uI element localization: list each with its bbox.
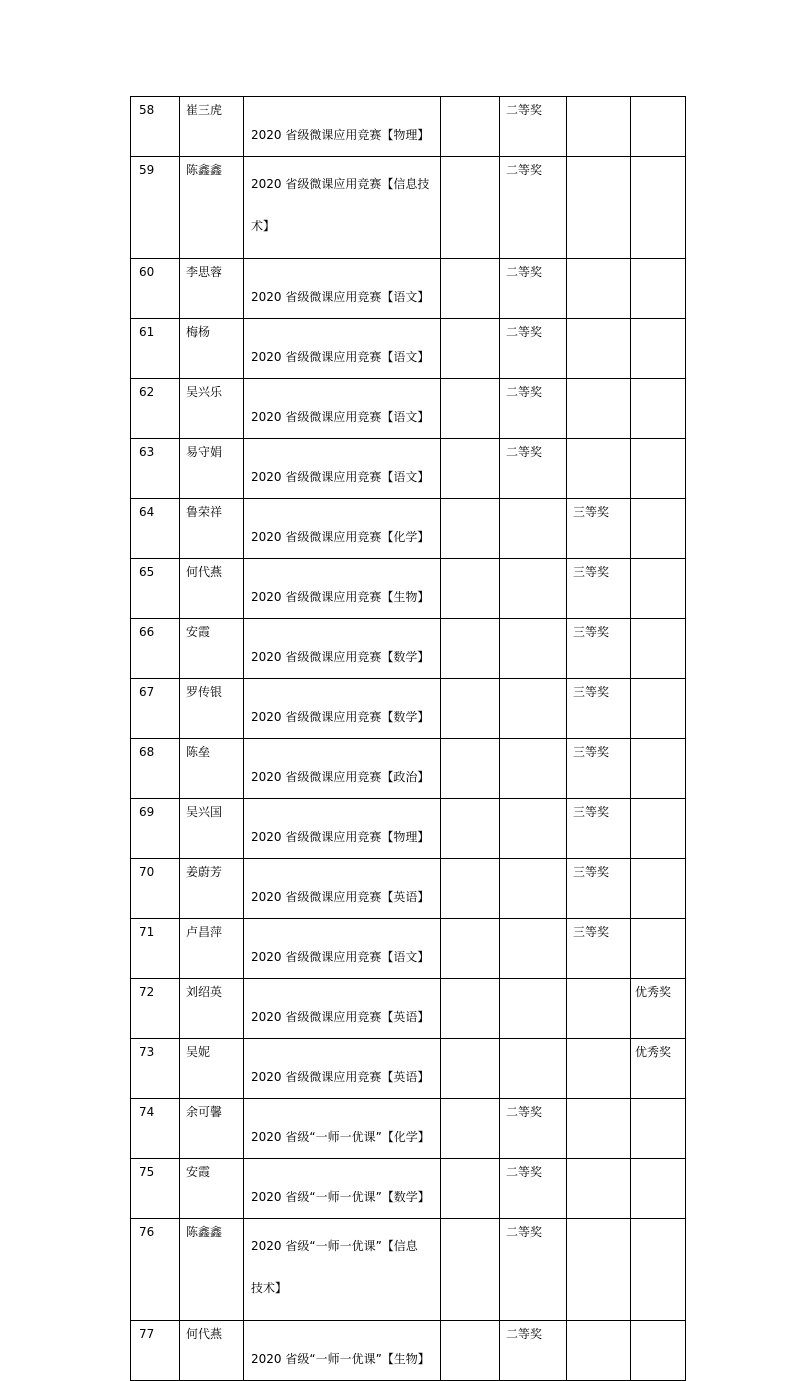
- third-prize-cell: [567, 1039, 631, 1099]
- table-row: [131, 1219, 686, 1321]
- competition-name-line: 2020 省级微课应用竞赛【信息技: [251, 177, 430, 191]
- row-number: 64: [131, 499, 180, 559]
- row-number: 73: [131, 1039, 180, 1099]
- third-prize-cell: 三等奖: [567, 679, 631, 739]
- excellent-prize-cell: [631, 379, 686, 439]
- third-prize-cell: 三等奖: [567, 739, 631, 799]
- third-prize-cell: [567, 1321, 631, 1381]
- row-number: 62: [131, 379, 180, 439]
- excellent-prize-cell: [631, 679, 686, 739]
- awards-table: [130, 96, 686, 1381]
- competition-name: 2020 省级微课应用竞赛【英语】: [244, 1039, 441, 1099]
- second-prize-cell: 二等奖: [500, 157, 567, 259]
- person-name: 吴妮: [180, 1039, 244, 1099]
- third-prize-cell: [567, 259, 631, 319]
- excellent-prize-cell: [631, 1321, 686, 1381]
- third-prize-cell: 三等奖: [567, 619, 631, 679]
- empty-cell: [441, 979, 500, 1039]
- row-number: 71: [131, 919, 180, 979]
- competition-name: 2020 省级微课应用竞赛【语文】: [244, 439, 441, 499]
- row-number: 61: [131, 319, 180, 379]
- table-row: [131, 619, 686, 679]
- table-row: [131, 1159, 686, 1219]
- empty-cell: [441, 319, 500, 379]
- excellent-prize-cell: [631, 799, 686, 859]
- table-row: [131, 259, 686, 319]
- row-number: 58: [131, 97, 180, 157]
- second-prize-cell: 二等奖: [500, 1321, 567, 1381]
- excellent-prize-cell: [631, 919, 686, 979]
- empty-cell: [441, 1159, 500, 1219]
- table-row: [131, 679, 686, 739]
- competition-name-line: 2020 省级“一师一优课”【信息: [251, 1239, 418, 1253]
- second-prize-cell: 二等奖: [500, 1219, 567, 1321]
- empty-cell: [441, 739, 500, 799]
- second-prize-cell: 二等奖: [500, 1159, 567, 1219]
- competition-name: 2020 省级微课应用竞赛【语文】: [244, 259, 441, 319]
- person-name: 陈鑫鑫: [180, 1219, 244, 1321]
- person-name: 陈鑫鑫: [180, 157, 244, 259]
- excellent-prize-cell: [631, 559, 686, 619]
- excellent-prize-cell: 优秀奖: [631, 1039, 686, 1099]
- row-number: 70: [131, 859, 180, 919]
- competition-name: 2020 省级微课应用竞赛【英语】: [244, 979, 441, 1039]
- empty-cell: [441, 259, 500, 319]
- person-name: 余可馨: [180, 1099, 244, 1159]
- second-prize-cell: 二等奖: [500, 439, 567, 499]
- second-prize-cell: 二等奖: [500, 379, 567, 439]
- third-prize-cell: [567, 97, 631, 157]
- row-number: 69: [131, 799, 180, 859]
- row-number: 74: [131, 1099, 180, 1159]
- person-name: 何代燕: [180, 1321, 244, 1381]
- second-prize-cell: 二等奖: [500, 259, 567, 319]
- table-row: [131, 319, 686, 379]
- third-prize-cell: 三等奖: [567, 799, 631, 859]
- competition-name-line: 技术】: [251, 1281, 288, 1295]
- third-prize-cell: 三等奖: [567, 559, 631, 619]
- second-prize-cell: [500, 919, 567, 979]
- second-prize-cell: [500, 859, 567, 919]
- person-name: 易守娟: [180, 439, 244, 499]
- second-prize-cell: [500, 979, 567, 1039]
- excellent-prize-cell: [631, 1099, 686, 1159]
- empty-cell: [441, 379, 500, 439]
- competition-name: 2020 省级“一师一优课”【数学】: [244, 1159, 441, 1219]
- excellent-prize-cell: [631, 859, 686, 919]
- table-row: [131, 439, 686, 499]
- empty-cell: [441, 97, 500, 157]
- competition-name: 2020 省级微课应用竞赛【英语】: [244, 859, 441, 919]
- row-number: 72: [131, 979, 180, 1039]
- competition-name: 2020 省级微课应用竞赛【化学】: [244, 499, 441, 559]
- row-number: 63: [131, 439, 180, 499]
- excellent-prize-cell: [631, 619, 686, 679]
- person-name: 李思蓉: [180, 259, 244, 319]
- second-prize-cell: 二等奖: [500, 319, 567, 379]
- person-name: 安霞: [180, 619, 244, 679]
- competition-name: 2020 省级“一师一优课”【生物】: [244, 1321, 441, 1381]
- empty-cell: [441, 799, 500, 859]
- table-row: [131, 799, 686, 859]
- row-number: 67: [131, 679, 180, 739]
- excellent-prize-cell: [631, 1219, 686, 1321]
- table-row: [131, 859, 686, 919]
- empty-cell: [441, 157, 500, 259]
- empty-cell: [441, 679, 500, 739]
- second-prize-cell: [500, 619, 567, 679]
- awards-table-body: [131, 97, 686, 1381]
- person-name: 刘绍英: [180, 979, 244, 1039]
- third-prize-cell: [567, 379, 631, 439]
- second-prize-cell: [500, 799, 567, 859]
- table-row: [131, 499, 686, 559]
- person-name: 吴兴国: [180, 799, 244, 859]
- third-prize-cell: [567, 979, 631, 1039]
- row-number: 60: [131, 259, 180, 319]
- competition-name: 2020 省级微课应用竞赛【物理】: [244, 97, 441, 157]
- third-prize-cell: 三等奖: [567, 919, 631, 979]
- empty-cell: [441, 1219, 500, 1321]
- person-name: 罗传银: [180, 679, 244, 739]
- empty-cell: [441, 1099, 500, 1159]
- second-prize-cell: [500, 499, 567, 559]
- person-name: 安霞: [180, 1159, 244, 1219]
- second-prize-cell: 二等奖: [500, 1099, 567, 1159]
- competition-name: 2020 省级微课应用竞赛【数学】: [244, 619, 441, 679]
- competition-name: 2020 省级“一师一优课”【化学】: [244, 1099, 441, 1159]
- excellent-prize-cell: [631, 97, 686, 157]
- third-prize-cell: [567, 1159, 631, 1219]
- empty-cell: [441, 1039, 500, 1099]
- person-name: 何代燕: [180, 559, 244, 619]
- empty-cell: [441, 859, 500, 919]
- third-prize-cell: [567, 319, 631, 379]
- table-row: [131, 559, 686, 619]
- third-prize-cell: [567, 1099, 631, 1159]
- excellent-prize-cell: 优秀奖: [631, 979, 686, 1039]
- competition-name: [244, 157, 441, 259]
- person-name: 姜蔚芳: [180, 859, 244, 919]
- table-row: [131, 739, 686, 799]
- row-number: 65: [131, 559, 180, 619]
- person-name: 崔三虎: [180, 97, 244, 157]
- second-prize-cell: [500, 559, 567, 619]
- row-number: 77: [131, 1321, 180, 1381]
- person-name: 鲁荣祥: [180, 499, 244, 559]
- person-name: 卢昌萍: [180, 919, 244, 979]
- row-number: 75: [131, 1159, 180, 1219]
- empty-cell: [441, 439, 500, 499]
- row-number: 59: [131, 157, 180, 259]
- third-prize-cell: 三等奖: [567, 499, 631, 559]
- table-row: [131, 1321, 686, 1381]
- table-row: [131, 1039, 686, 1099]
- third-prize-cell: [567, 439, 631, 499]
- empty-cell: [441, 619, 500, 679]
- empty-cell: [441, 499, 500, 559]
- excellent-prize-cell: [631, 1159, 686, 1219]
- person-name: 陈垒: [180, 739, 244, 799]
- excellent-prize-cell: [631, 499, 686, 559]
- competition-name-line: 术】: [251, 219, 276, 233]
- excellent-prize-cell: [631, 319, 686, 379]
- row-number: 66: [131, 619, 180, 679]
- row-number: 76: [131, 1219, 180, 1321]
- person-name: 梅杨: [180, 319, 244, 379]
- table-row: [131, 1099, 686, 1159]
- competition-name: 2020 省级微课应用竞赛【政治】: [244, 739, 441, 799]
- competition-name: 2020 省级微课应用竞赛【语文】: [244, 319, 441, 379]
- empty-cell: [441, 919, 500, 979]
- second-prize-cell: [500, 1039, 567, 1099]
- table-row: [131, 97, 686, 157]
- third-prize-cell: [567, 1219, 631, 1321]
- excellent-prize-cell: [631, 739, 686, 799]
- table-row: [131, 919, 686, 979]
- excellent-prize-cell: [631, 439, 686, 499]
- second-prize-cell: [500, 739, 567, 799]
- competition-name: 2020 省级微课应用竞赛【数学】: [244, 679, 441, 739]
- excellent-prize-cell: [631, 157, 686, 259]
- competition-name: 2020 省级微课应用竞赛【物理】: [244, 799, 441, 859]
- competition-name: [244, 1219, 441, 1321]
- table-row: [131, 379, 686, 439]
- row-number: 68: [131, 739, 180, 799]
- competition-name: 2020 省级微课应用竞赛【语文】: [244, 379, 441, 439]
- third-prize-cell: [567, 157, 631, 259]
- competition-name: 2020 省级微课应用竞赛【生物】: [244, 559, 441, 619]
- competition-name: 2020 省级微课应用竞赛【语文】: [244, 919, 441, 979]
- person-name: 吴兴乐: [180, 379, 244, 439]
- third-prize-cell: 三等奖: [567, 859, 631, 919]
- empty-cell: [441, 1321, 500, 1381]
- table-row: [131, 979, 686, 1039]
- table-row: [131, 157, 686, 259]
- excellent-prize-cell: [631, 259, 686, 319]
- second-prize-cell: [500, 679, 567, 739]
- empty-cell: [441, 559, 500, 619]
- second-prize-cell: 二等奖: [500, 97, 567, 157]
